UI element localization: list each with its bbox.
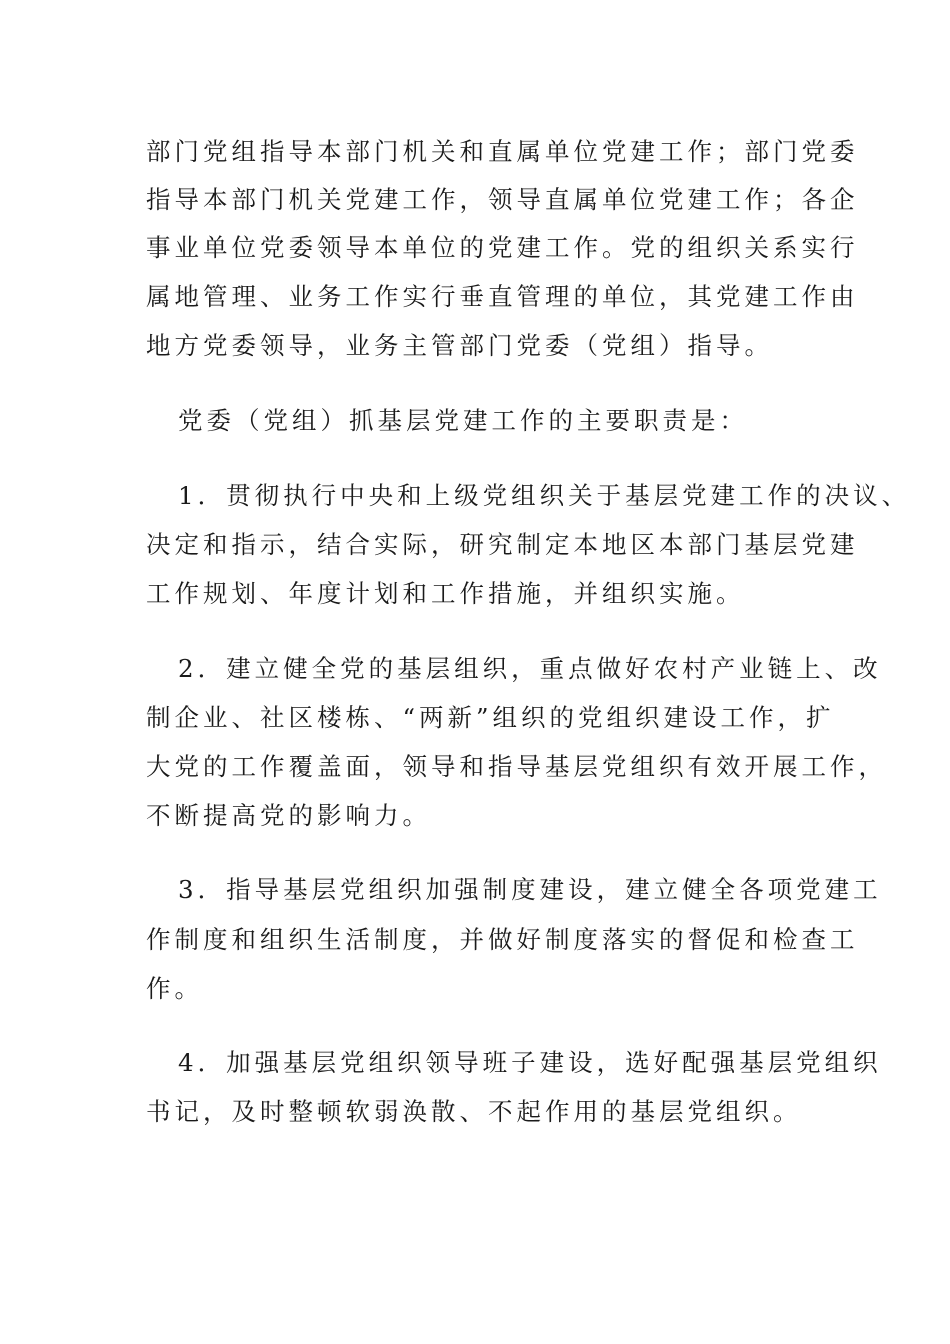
paragraph-4-line-3: 大党的工作覆盖面，领导和指导基层党组织有效开展工作，	[146, 752, 887, 781]
paragraph-1-line-4: 属地管理、业务工作实行垂直管理的单位，其党建工作由	[146, 282, 859, 311]
paragraph-2-line-1: 党委（党组）抓基层党建工作的主要职责是：	[178, 406, 748, 435]
paragraph-4-line-2: 制企业、社区楼栋、“两新”组织的党组织建设工作，扩	[146, 703, 835, 732]
paragraph-5-line-1: 3．指导基层党组织加强制度建设，建立健全各项党建工	[178, 875, 882, 904]
paragraph-3-line-3: 工作规划、年度计划和工作措施，并组织实施。	[146, 579, 745, 608]
paragraph-4-line-1: 2．建立健全党的基层组织，重点做好农村产业链上、改	[178, 654, 882, 683]
paragraph-1-line-3: 事业单位党委领导本单位的党建工作。党的组织关系实行	[146, 233, 859, 262]
paragraph-1-line-5: 地方党委领导，业务主管部门党委（党组）指导。	[146, 331, 773, 360]
paragraph-5-line-3: 作。	[146, 974, 203, 1003]
paragraph-4-line-4: 不断提高党的影响力。	[146, 801, 431, 830]
paragraph-6-line-2: 书记，及时整顿软弱涣散、不起作用的基层党组织。	[146, 1097, 802, 1126]
paragraph-3-line-2: 决定和指示，结合实际，研究制定本地区本部门基层党建	[146, 530, 859, 559]
paragraph-6-line-1: 4．加强基层党组织领导班子建设，选好配强基层党组织	[178, 1048, 882, 1077]
paragraph-1-line-1: 部门党组指导本部门机关和直属单位党建工作；部门党委	[146, 137, 859, 166]
paragraph-5-line-2: 作制度和组织生活制度，并做好制度落实的督促和检查工	[146, 925, 859, 954]
paragraph-1-line-2: 指导本部门机关党建工作，领导直属单位党建工作；各企	[146, 185, 859, 214]
paragraph-3-line-1: 1．贯彻执行中央和上级党组织关于基层党建工作的决议、	[178, 481, 911, 510]
